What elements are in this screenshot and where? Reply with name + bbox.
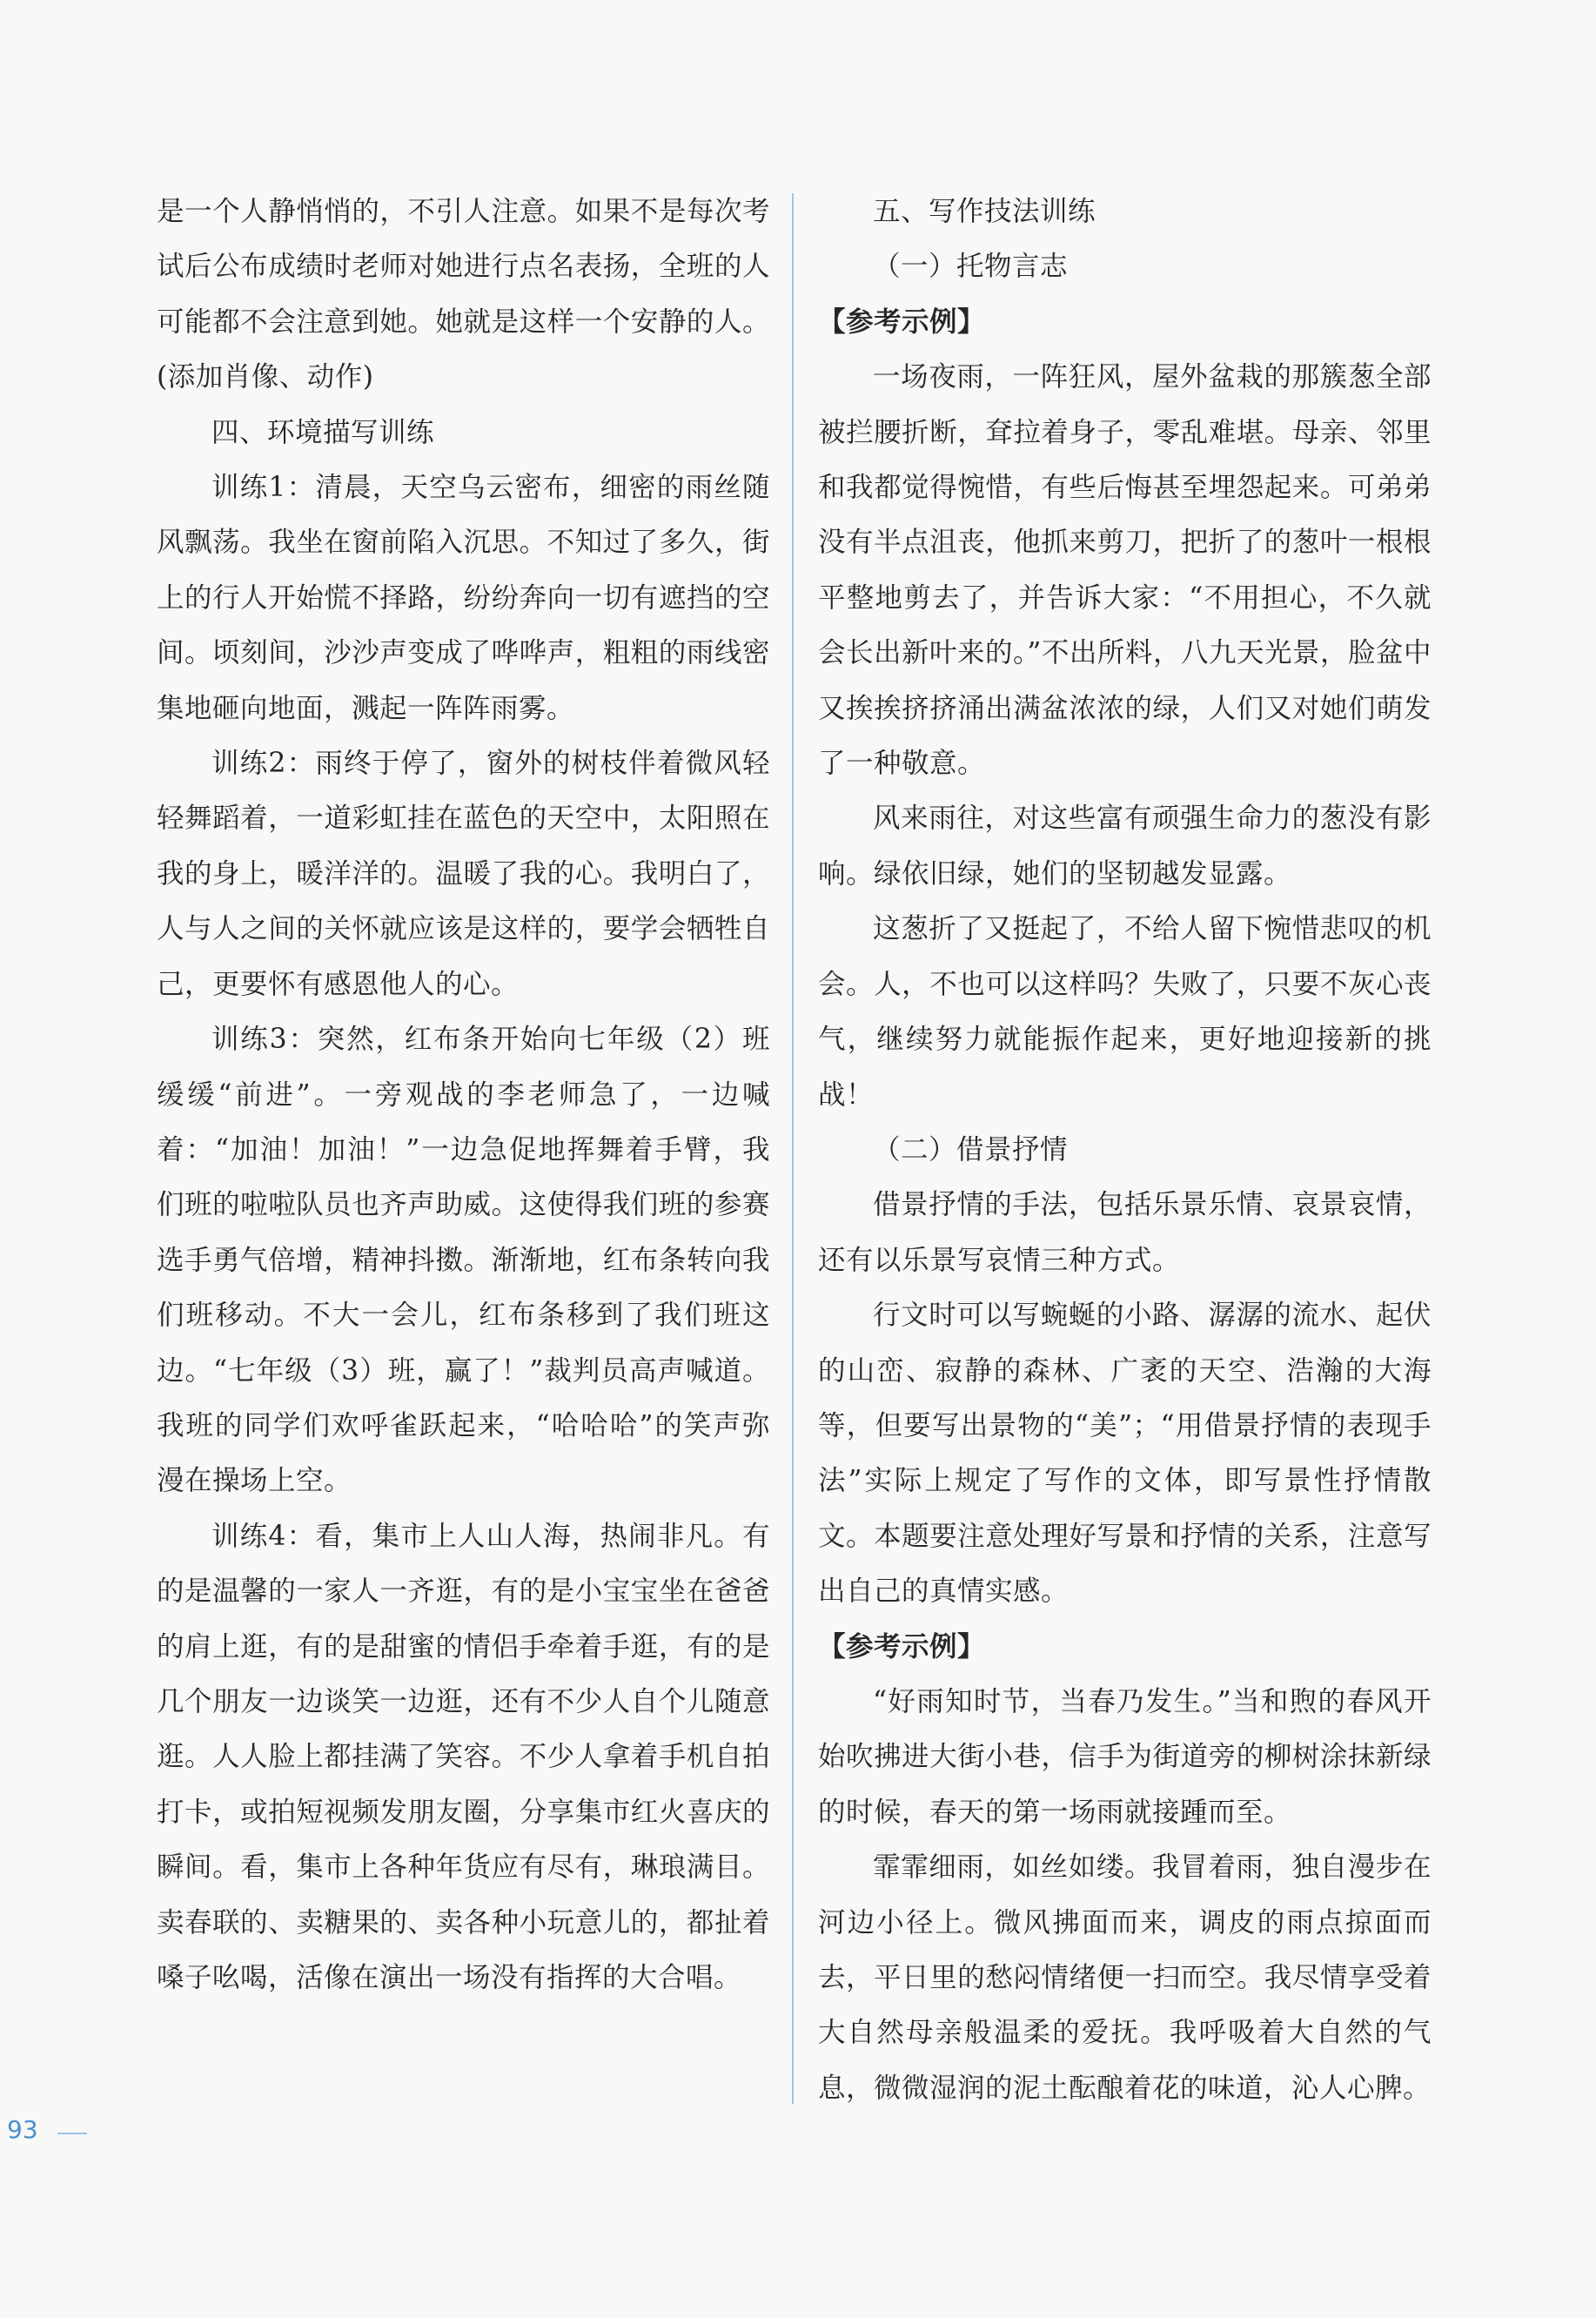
- training-2: 训练2：雨终于停了，窗外的树枝伴着微风轻轻舞蹈着，一道彩虹挂在蓝色的天空中，太阳照在我的身上，暖洋洋的。温暖了我的心。我明白了，人与人之间的关怀就应该是这样的，要学会牺牲自己，更要怀有感恩他人的心。: [157, 748, 770, 1000]
- right-column: [818, 185, 1432, 2116]
- reference-example-label-2: 【参考示例】: [818, 1630, 986, 1663]
- left-column: [157, 185, 770, 2006]
- section-heading-writing-techniques: 五、写作技法训练: [873, 196, 1096, 227]
- example-paragraph-2: 风来雨往，对这些富有顽强生命力的葱没有影响。绿依旧绿，她们的坚韧越发显露。: [818, 803, 1432, 890]
- training-1: 训练1：清晨，天空乌云密布，细密的雨丝随风飘荡。我坐在窗前陷入沉思。不知过了多久，街上的行人开始慌不择路，纷纷奔向一切有遮挡的空间。顷刻间，沙沙声变成了哗哗声，粗粗的雨线密集地砸向地面，溅起一阵阵雨雾。: [157, 472, 770, 724]
- example-paragraph-3: 这葱折了又挺起了，不给人留下惋惜悲叹的机会。人，不也可以这样吗？失败了，只要不灰心丧气，继续努力就能振作起来，更好地迎接新的挑战！: [818, 913, 1432, 1111]
- method-paragraph-1: 借景抒情的手法，包括乐景乐情、哀景哀情，还有以乐景写哀情三种方式。: [818, 1189, 1432, 1276]
- page-number: 93: [7, 2115, 38, 2144]
- example-paragraph-1: 一场夜雨，一阵狂风，屋外盆栽的那簇葱全部被拦腰折断，耷拉着身子，零乱难堪。母亲、邻里和我都觉得惋惜，有些后悔甚至埋怨起来。可弟弟没有半点沮丧，他抓来剪刀，把折了的葱叶一根根平整地剪去了，并告诉大家：“不用担心，不久就会长出新叶来的。”不出所料，八九天光景，脸盆中又挨挨挤挤涌出满盆浓浓的绿，人们又对她们萌发了一种敬意。: [818, 361, 1432, 780]
- example-paragraph-4: “好雨知时节，当春乃发生。”当和煦的春风开始吹拂进大街小巷，信手为街道旁的柳树涂抹新绿的时候，春天的第一场雨就接踵而至。: [818, 1685, 1432, 1828]
- method-paragraph-2: 行文时可以写蜿蜒的小路、潺潺的流水、起伏的山峦、寂静的森林、广袤的天空、浩瀚的大海等，但要写出景物的“美”；“用借景抒情的表现手法”实际上规定了写作的文体，即写景性抒情散文。本题要注意处理好写景和抒情的关系，注意写出自己的真情实感。: [818, 1300, 1432, 1608]
- example-paragraph-5: 霏霏细雨，如丝如缕。我冒着雨，独自漫步在河边小径上。微风拂面而来，调皮的雨点掠面而去，平日里的愁闷情绪便一扫而空。我尽情享受着大自然母亲般温柔的爱抚。我呼吸着大自然的气息，微微湿润的泥土酝酿着花的味道，沁人心脾。: [818, 1851, 1432, 2104]
- subheading-scenery-emotion: （二）借景抒情: [873, 1133, 1069, 1166]
- column-divider: [792, 193, 794, 2104]
- section-heading-environment: 四、环境描写训练: [211, 416, 435, 448]
- paragraph-continued: 是一个人静悄悄的，不引人注意。如果不是每次考试后公布成绩时老师对她进行点名表扬，全班的人可能都不会注意到她。她就是这样一个安静的人。(添加肖像、动作): [157, 196, 770, 393]
- training-4: 训练4：看，集市上人山人海，热闹非凡。有的是温馨的一家人一齐逛，有的是小宝宝坐在爸爸的肩上逛，有的是甜蜜的情侣手牵着手逛，有的是几个朋友一边谈笑一边逛，还有不少人自个儿随意逛。人人脸上都挂满了笑容。不少人拿着手机自拍打卡，或拍短视频发朋友圈，分享集市红火喜庆的瞬间。看，集市上各种年货应有尽有，琳琅满目。卖春联的、卖糖果的、卖各种小玩意儿的，都扯着嗓子吆喝，活像在演出一场没有指挥的大合唱。: [157, 1520, 770, 1993]
- reference-example-label: 【参考示例】: [818, 306, 986, 338]
- page-number-rule: [57, 2133, 87, 2134]
- subheading-object-expression: （一）托物言志: [873, 251, 1069, 283]
- training-3: 训练3：突然，红布条开始向七年级（2）班缓缓“前进”。一旁观战的李老师急了，一边喊着：“加油！加油！”一边急促地挥舞着手臂，我们班的啦啦队员也齐声助威。这使得我们班的参赛选手勇气倍增，精神抖擞。渐渐地，红布条转向我们班移动。不大一会儿，红布条移到了我们班这边。“七年级（3）班，赢了！”裁判员高声喊道。我班的同学们欢呼雀跃起来，“哈哈哈”的笑声弥漫在操场上空。: [157, 1024, 770, 1497]
